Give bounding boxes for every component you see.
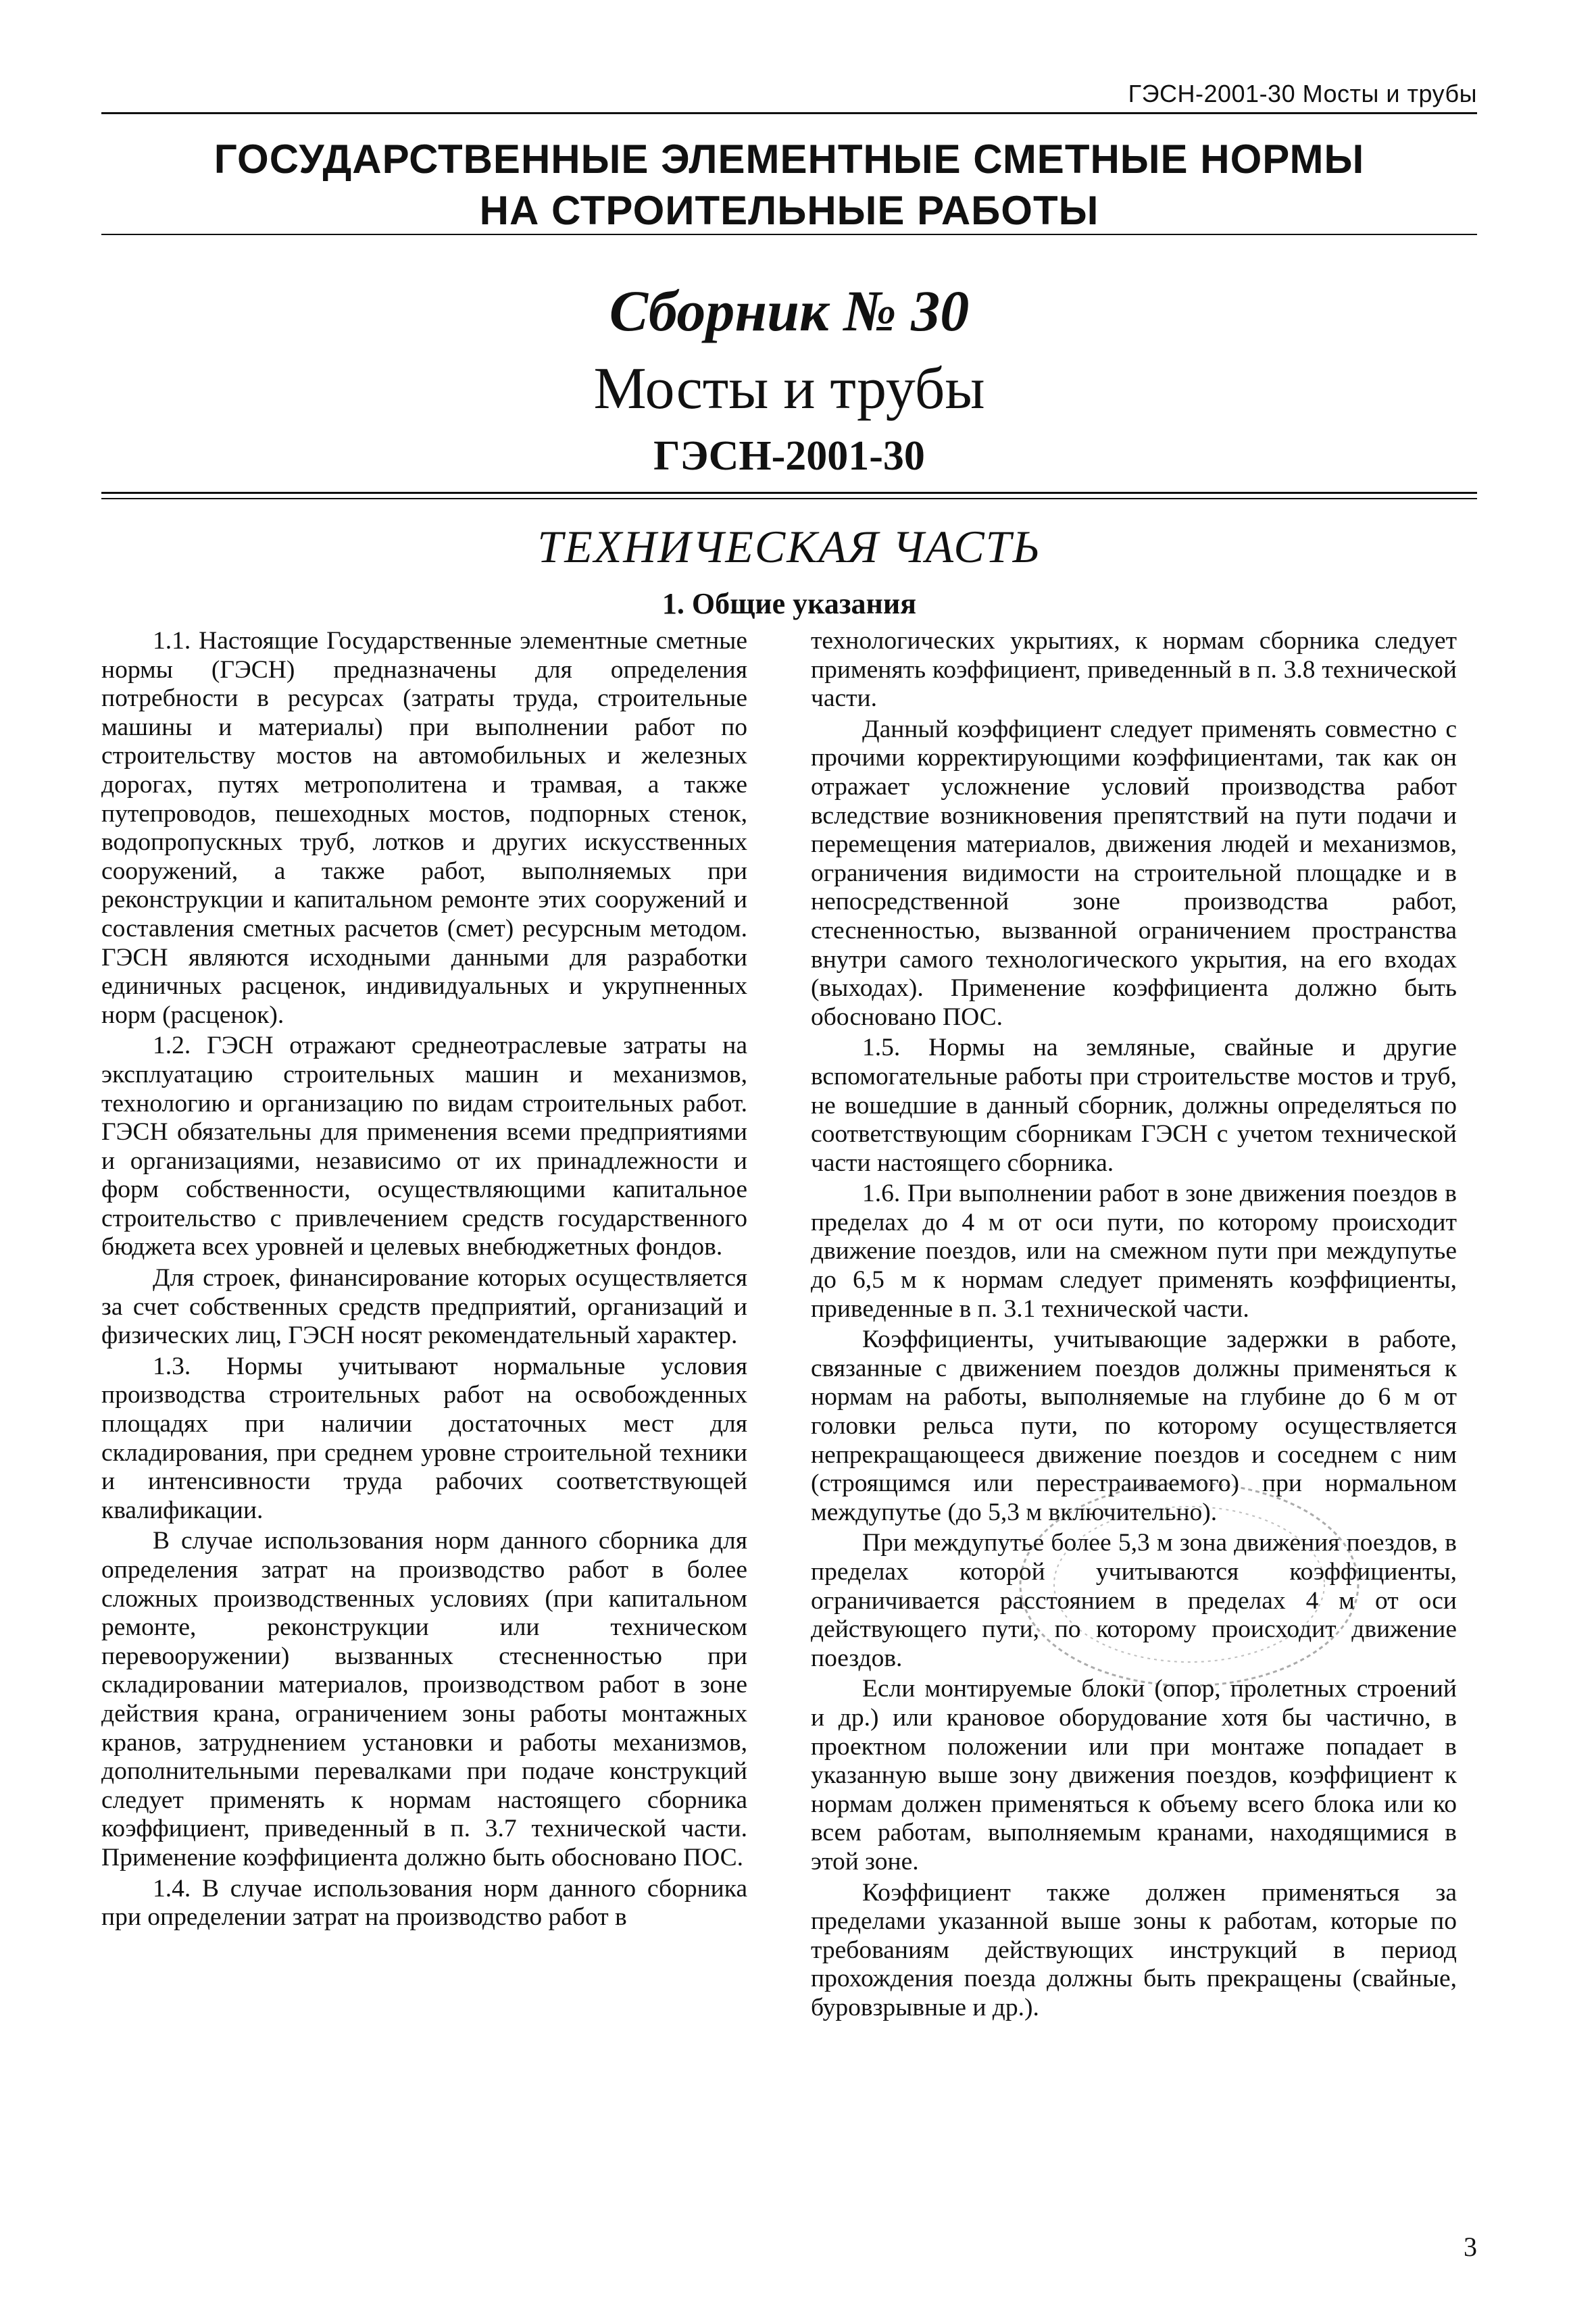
collection-code: ГЭСН-2001-30 [653,433,925,479]
left-column [101,627,747,1934]
paragraph: 1.1. Настоящие Государственные элементные сметные нормы (ГЭСН) предназначены для определения потребности в ресурсах (затраты труда, строительные машины и материалы) при выполнении работ по строительству мостов на автомобильных и железных дорогах, путях метрополитена и трамвая, а также путепроводов, пешеходных мостов, подпорных стенок, водопропускных труб, лотков и других искусственных сооружений, а также работ, выполняемых при реконструкции и капитальном ремонте этих сооружений и составления сметных расчетов (смет) ресурсным методом. ГЭСН являются исходными данными для разработки единичных расценок, индивидуальных и укрупненных норм (расценок). [101,627,747,1029]
section-heading: 1. Общие указания [662,587,917,620]
paragraph: Коэффициенты, учитывающие задержки в работе, связанные с движением поездов должны применяться к нормам на работы, выполняемые на глубине до 6 м от головки рельса пути, по которому осуществляется непрекращающееся движение поездов и соседнем с ним (строящимся или перестраиваемого) при нормальном междупутье (до 5,3 м включительно). [811,1326,1457,1526]
paragraph: 1.6. При выполнении работ в зоне движения поездов в пределах до 4 м от оси пути, по которому происходит движение поездов, или на смежном пути при междупутье до 6,5 м к нормам следует применять коэффициенты, приведенные в п. 3.1 технической части. [811,1180,1457,1323]
paragraph: При междупутье более 5,3 м зона движения поездов, в пределах которой учитываются коэффициенты, ограничивается расстоянием в пределах 4 м от оси действующего пути, по которому происходит движение поездов. [811,1529,1457,1672]
page-number: 3 [1464,2232,1477,2262]
collection-subject: Мосты и трубы [593,356,985,422]
part-title: ТЕХНИЧЕСКАЯ ЧАСТЬ [537,521,1041,572]
paragraph: Для строек, финансирование которых осуществляется за счет собственных средств предприятий, организаций и физических лиц, ГЭСН носят рекомендательный характер. [101,1264,747,1350]
paragraph: 1.3. Нормы учитывают нормальные условия производства строительных работ на освобожденных площадях при наличии достаточных мест для складирования, при среднем уровне строительной техники и интенсивности труда рабочих соответствующей квалификации. [101,1352,747,1524]
header-rule [101,112,1477,114]
paragraph: 1.2. ГЭСН отражают среднеотраслевые затраты на эксплуатацию строительных машин и механизмов, технологию и организацию по видам строительных работ. ГЭСН обязательны для применения всеми предприятиями и организациями, независимо от их принадлежности и форм собственности, осуществляющими капитальное строительство с привлечением средств государственного бюджета всех уровней и целевых внебюджетных фондов. [101,1032,747,1261]
double-rule-bottom [101,498,1477,499]
collection-number: Сборник № 30 [609,278,970,343]
paragraph: Если монтируемые блоки (опор, пролетных строений и др.) или крановое оборудование хотя бы частично, в проектном положении или при монтаже попадает в указанную выше зону движения поездов, коэффициент к нормам должен применяться к объему всего блока или ко всем работам, выполняемым кранами, находящимися в этой зоне. [811,1675,1457,1876]
paragraph: Данный коэффициент следует применять совместно с прочими корректирующими коэффициентами, так как он отражает усложнение условий производства работ вследствие возникновения препятствий на пути подачи и перемещения материалов, движения людей и механизмов, ограничения видимости на строительной площадке и в непосредственной зоне производства работ, стесненностью, вызванной ограничением пространства внутри самого технологического укрытия, на его входах (выходах). Применение коэффициента должно быть обосновано ПОС. [811,715,1457,1031]
running-header: ГЭСН-2001-30 Мосты и трубы [1128,80,1477,107]
paragraph: В случае использования норм данного сборника для определения затрат на производство работ в более сложных производственных условиях (при капитальном ремонте, реконструкции или техническом перевооружении) вызванных стесненностью при складировании материалов, производством работ в зоне действия крана, ограничением зоны работы монтажных кранов, затруднением установки и работы механизмов, дополнительными перевалками при подаче конструкций следует применять к нормам настоящего сборника коэффициент, приведенный в п. 3.7 технической части. Применение коэффициента должно быть обосновано ПОС. [101,1527,747,1871]
main-title-line-2: НА СТРОИТЕЛЬНЫЕ РАБОТЫ [479,188,1099,233]
title-rule [101,234,1477,235]
paragraph: 1.4. В случае использования норм данного сборника при определении затрат на производство работ в [101,1874,747,1932]
double-rule-top [101,492,1477,494]
main-title-line-1: ГОСУДАРСТВЕННЫЕ ЭЛЕМЕНТНЫЕ СМЕТНЫЕ НОРМЫ [214,136,1365,182]
paragraph: 1.5. Нормы на земляные, свайные и другие вспомогательные работы при строительстве мостов и труб, не вошедшие в данный сборник, должны определяться по соответствующим сборникам ГЭСН с учетом технической части настоящего сборника. [811,1034,1457,1177]
right-column [811,627,1457,2025]
paragraph: технологических укрытиях, к нормам сборника следует применять коэффициент, приведенный в п. 3.8 технической части. [811,627,1457,713]
paragraph: Коэффициент также должен применяться за пределами указанной выше зоны к работам, которые по требованиям действующих инструкций в период прохождения поезда должны быть прекращены (свайные, буровзрывные и др.). [811,1878,1457,2021]
main-title [101,134,1477,236]
